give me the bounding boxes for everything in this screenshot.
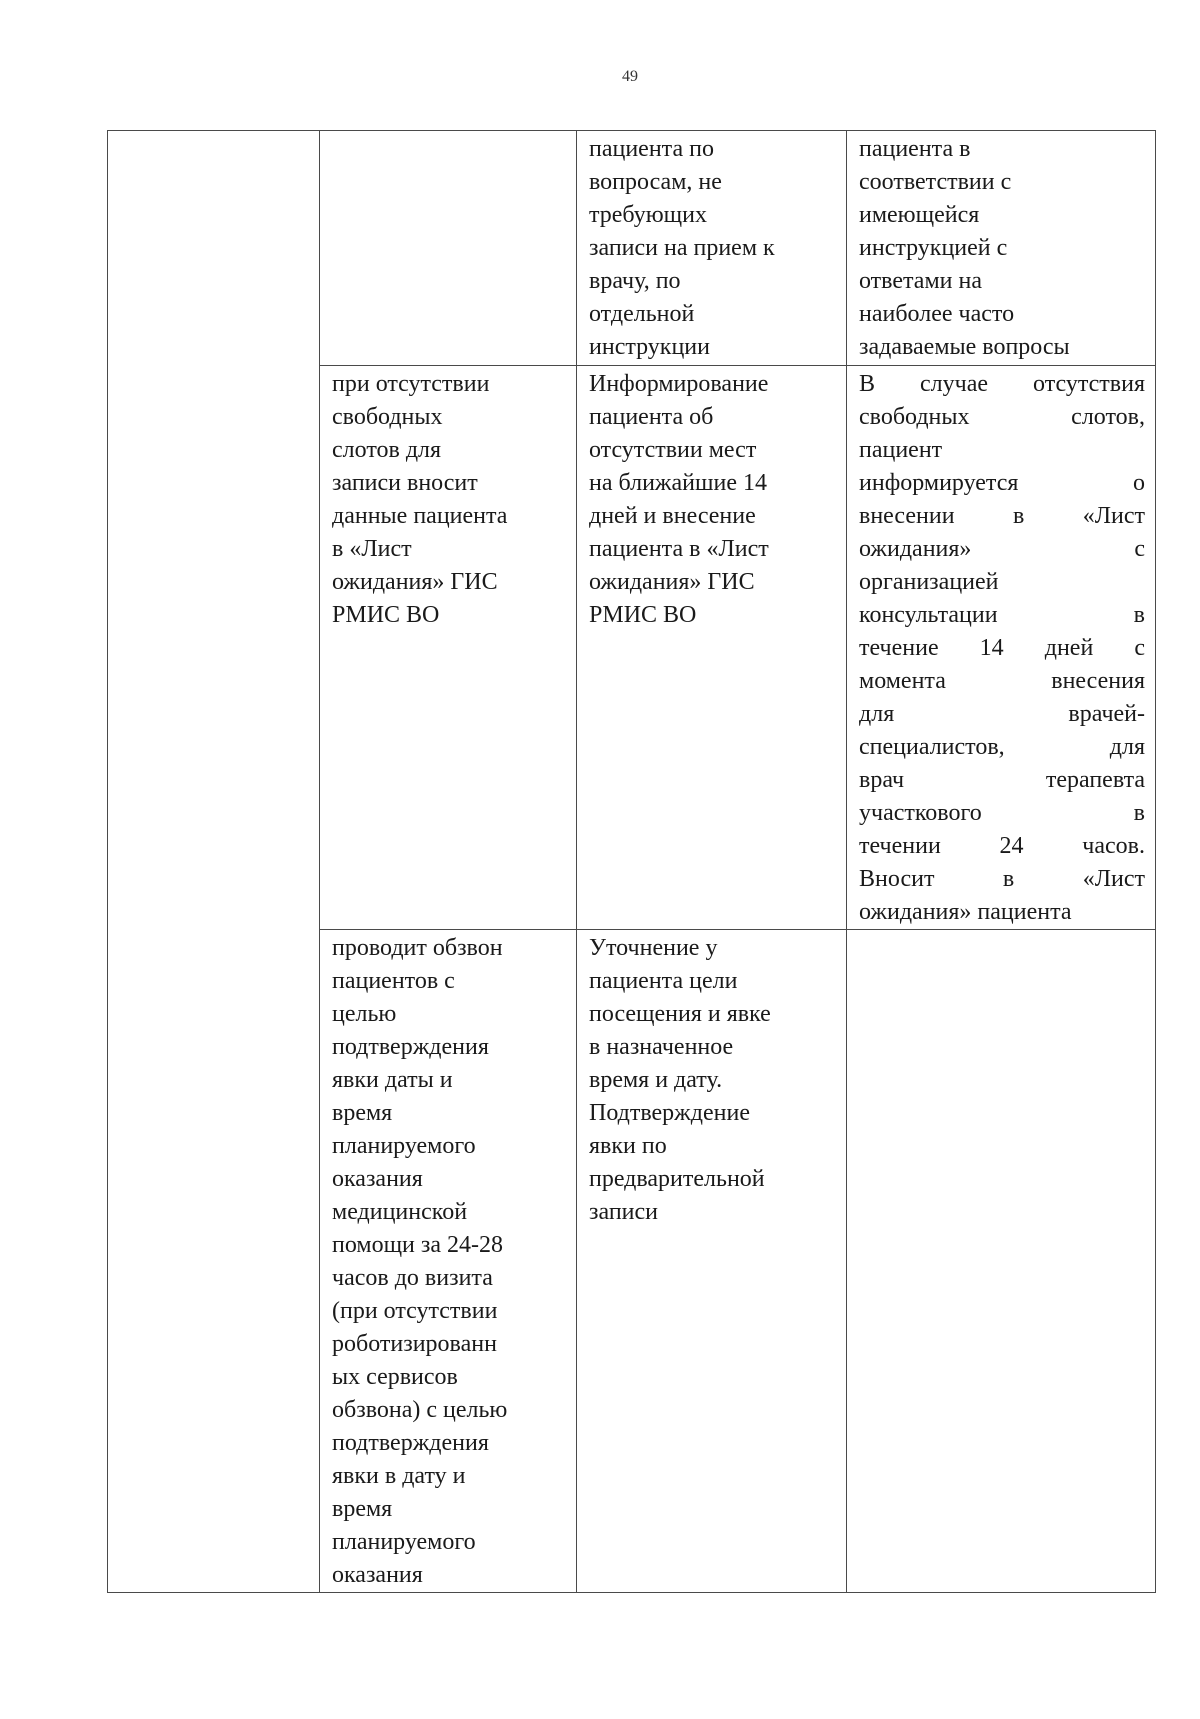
- page-number: 49: [622, 68, 638, 85]
- justified-line: участкового в: [859, 800, 1145, 826]
- justified-line: врач терапевта: [859, 767, 1145, 793]
- cell-text: пациента в соответствии с имеющейся инструкцией с ответами на наиболее часто задаваемые вопросы: [859, 136, 1070, 360]
- justified-line: В случае отсутствия: [859, 371, 1145, 397]
- justified-line: специалистов, для: [859, 734, 1145, 760]
- justified-line: ожидания» с: [859, 536, 1145, 562]
- table-cell: [847, 366, 1156, 930]
- table-cell: [577, 366, 847, 930]
- cell-text: пациента по вопросам, не требующих записи на прием к врачу, по отдельной инструкции: [589, 136, 775, 360]
- table-cell: [320, 930, 577, 1593]
- justified-line: организацией: [859, 569, 999, 595]
- table-cell: [847, 930, 1156, 1593]
- cell-text: проводит обзвон пациентов с целью подтверждения явки даты и время планируемого оказания медицинской помощи за 24-28 часов до визита (при отсутствии роботизированн ых сервисов обзвона) с целью подтверждения явки в дату и время планируемого оказания: [332, 935, 508, 1588]
- cell-text-justified: [859, 368, 1145, 929]
- justified-line: информируется о: [859, 470, 1145, 496]
- justified-line: Вносит в «Лист: [859, 866, 1145, 892]
- table-cell: [320, 131, 577, 366]
- cell-text: Уточнение у пациента цели посещения и явке в назначенное время и дату. Подтверждение явки по предварительной записи: [589, 935, 771, 1225]
- justified-line: внесении в «Лист: [859, 503, 1145, 529]
- cell-text: при отсутствии свободных слотов для записи вносит данные пациента в «Лист ожидания» ГИС РМИС ВО: [332, 371, 508, 628]
- table-cell: [320, 366, 577, 930]
- justified-line: течение 14 дней с: [859, 635, 1145, 661]
- procedure-table: [107, 130, 1156, 1593]
- justified-line: для врачей-: [859, 701, 1145, 727]
- cell-text: Информирование пациента об отсутствии мест на ближайшие 14 дней и внесение пациента в «Лист ожидания» ГИС РМИС ВО: [589, 371, 769, 628]
- justified-line: ожидания» пациента: [859, 899, 1072, 925]
- justified-line: консультации в: [859, 602, 1145, 628]
- table-cell: [577, 131, 847, 366]
- justified-line: момента внесения: [859, 668, 1145, 694]
- table-cell-empty: [108, 131, 320, 1593]
- justified-line: течении 24 часов.: [859, 833, 1145, 859]
- table-cell: [577, 930, 847, 1593]
- table-row: [108, 131, 1156, 366]
- table-cell: [847, 131, 1156, 366]
- justified-line: пациент: [859, 437, 943, 463]
- justified-line: свободных слотов,: [859, 404, 1145, 430]
